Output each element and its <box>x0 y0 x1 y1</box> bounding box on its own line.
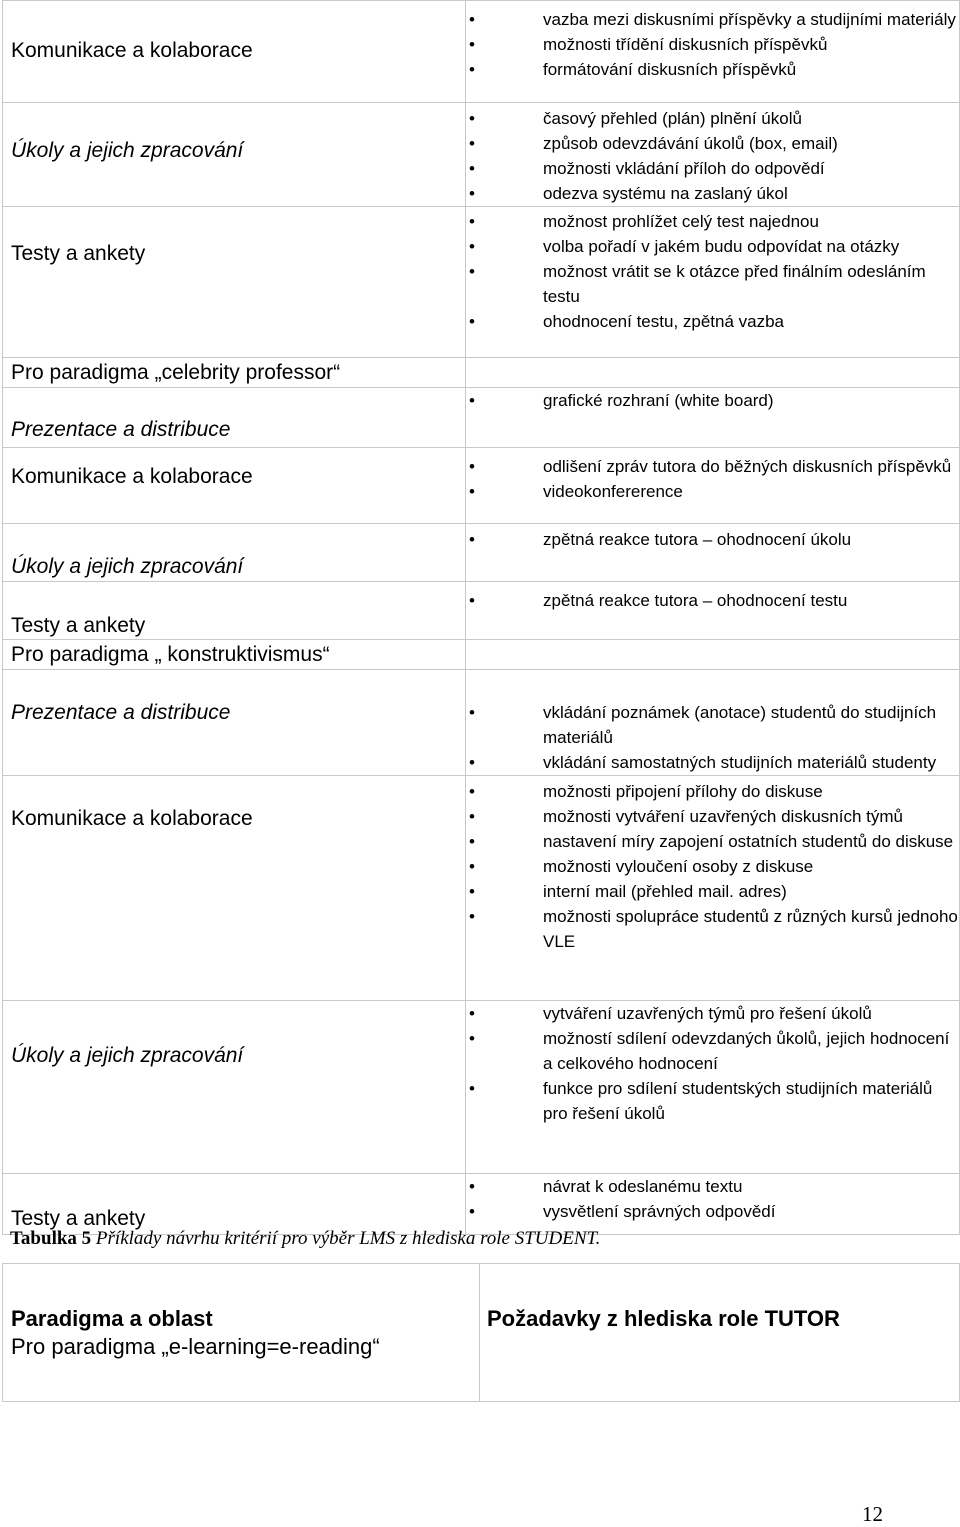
paradigm-header-cell <box>3 1264 480 1402</box>
list-item: • videokonfererence <box>543 479 959 504</box>
table-row <box>3 524 960 582</box>
list-item: • ohodnocení testu, zpětná vazba <box>543 309 959 334</box>
list-item: • vytváření uzavřených týmů pro řešení úkolů <box>543 1001 959 1026</box>
student-criteria-table <box>2 0 960 1235</box>
table-row <box>3 1264 960 1402</box>
caption-text: Příklady návrhu kritérií pro výběr LMS z hlediska role STUDENT. <box>91 1228 601 1249</box>
list-item: • možnosti připojení přílohy do diskuse <box>543 779 959 804</box>
list-item: • možnosti třídění diskusních příspěvků <box>543 32 959 57</box>
category-cell <box>3 670 466 776</box>
list-item: • zpětná reakce tutora – ohodnocení úkolu <box>543 527 959 552</box>
column-header-tutor: Požadavky z hlediska role TUTOR <box>487 1306 840 1331</box>
requirements-cell <box>466 388 960 448</box>
list-item: • možnosti vyloučení osoby z diskuse <box>543 854 959 879</box>
table-row <box>3 1174 960 1235</box>
list-item: • interní mail (přehled mail. adres) <box>543 879 959 904</box>
paradigm-label: Pro paradigma „ konstruktivismus“ <box>11 643 330 666</box>
list-item: • možnosti vytváření uzavřených diskusních týmů <box>543 804 959 829</box>
category-label: Testy a ankety <box>11 614 146 637</box>
list-item: • vysvětlení správných odpovědí <box>543 1199 959 1224</box>
table-caption <box>10 1228 600 1250</box>
category-cell <box>3 776 466 1001</box>
requirements-cell <box>466 640 960 670</box>
paradigm-label: Pro paradigma „celebrity professor“ <box>11 361 341 384</box>
table-row <box>3 103 960 207</box>
requirements-cell <box>466 207 960 358</box>
table-row <box>3 358 960 388</box>
category-label: Komunikace a kolaborace <box>11 39 253 62</box>
category-label: Komunikace a kolaborace <box>11 807 253 830</box>
list-item: • formátování diskusních příspěvků <box>543 57 959 82</box>
requirements-cell <box>466 1174 960 1235</box>
page-number: 12 <box>862 1502 883 1526</box>
list-item: • časový přehled (plán) plnění úkolů <box>543 106 959 131</box>
table-row <box>3 1001 960 1174</box>
list-item: • volba pořadí v jakém budu odpovídat na otázky <box>543 234 959 259</box>
requirements-cell <box>466 582 960 640</box>
table-row <box>3 448 960 524</box>
table-row <box>3 776 960 1001</box>
list-item: • možnosti spolupráce studentů z různých kursů jednoho VLE <box>543 904 959 954</box>
requirements-cell <box>466 103 960 207</box>
category-cell <box>3 388 466 448</box>
category-label: Testy a ankety <box>11 242 146 265</box>
list-item: • vkládání samostatných studijních materiálů studenty <box>543 750 959 775</box>
category-label: Úkoly a jejich zpracování <box>11 555 244 578</box>
category-label: Komunikace a kolaborace <box>11 465 253 488</box>
category-cell <box>3 448 466 524</box>
list-item: • odlišení zpráv tutora do běžných diskusních příspěvků <box>543 454 959 479</box>
list-item: • možnosti vkládání příloh do odpovědí <box>543 156 959 181</box>
table-row <box>3 207 960 358</box>
tutor-criteria-table <box>2 1263 960 1402</box>
paradigm-cell <box>3 358 466 388</box>
category-cell <box>3 582 466 640</box>
list-item: • možnost prohlížet celý test najednou <box>543 209 959 234</box>
category-cell <box>3 1 466 103</box>
list-item: • vazba mezi diskusními příspěvky a studijními materiály <box>543 7 959 32</box>
column-header-paradigm: Paradigma a oblast <box>11 1306 213 1331</box>
list-item: • možnost vrátit se k otázce před finálním odesláním testu <box>543 259 959 309</box>
requirements-cell <box>466 776 960 1001</box>
list-item: • návrat k odeslanému textu <box>543 1174 959 1199</box>
list-item: • grafické rozhraní (white board) <box>543 388 959 413</box>
table-row <box>3 1 960 103</box>
category-label: Prezentace a distribuce <box>11 701 231 724</box>
requirements-cell <box>466 1 960 103</box>
requirements-header-cell <box>480 1264 960 1402</box>
list-item: • vkládání poznámek (anotace) studentů do studijních materiálů <box>543 700 959 750</box>
table-row <box>3 388 960 448</box>
category-cell <box>3 207 466 358</box>
category-label: Prezentace a distribuce <box>11 418 231 441</box>
list-item: • nastavení míry zapojení ostatních studentů do diskuse <box>543 829 959 854</box>
paradigm-cell <box>3 640 466 670</box>
caption-label: Tabulka 5 <box>10 1228 92 1249</box>
requirements-cell <box>466 358 960 388</box>
category-label: Úkoly a jejich zpracování <box>11 139 244 162</box>
requirements-cell <box>466 524 960 582</box>
category-cell <box>3 103 466 207</box>
category-label: Úkoly a jejich zpracování <box>11 1044 244 1067</box>
table-row <box>3 670 960 776</box>
paradigm-label: Pro paradigma „e-learning=e-reading“ <box>11 1334 380 1359</box>
table-row <box>3 582 960 640</box>
table-row <box>3 640 960 670</box>
list-item: • zpětná reakce tutora – ohodnocení testu <box>543 588 959 613</box>
category-cell <box>3 1001 466 1174</box>
category-cell <box>3 524 466 582</box>
list-item: • možností sdílení odevzdaných ůkolů, jejich hodnocení a celkového hodnocení <box>543 1026 959 1076</box>
list-item: • způsob odevzdávání úkolů (box, email) <box>543 131 959 156</box>
requirements-cell <box>466 448 960 524</box>
requirements-cell <box>466 670 960 776</box>
list-item: • odezva systému na zaslaný úkol <box>543 181 959 206</box>
list-item: • funkce pro sdílení studentských studijních materiálů pro řešení úkolů <box>543 1076 959 1126</box>
category-label: Testy a ankety <box>11 1207 146 1230</box>
requirements-cell <box>466 1001 960 1174</box>
category-cell <box>3 1174 466 1235</box>
